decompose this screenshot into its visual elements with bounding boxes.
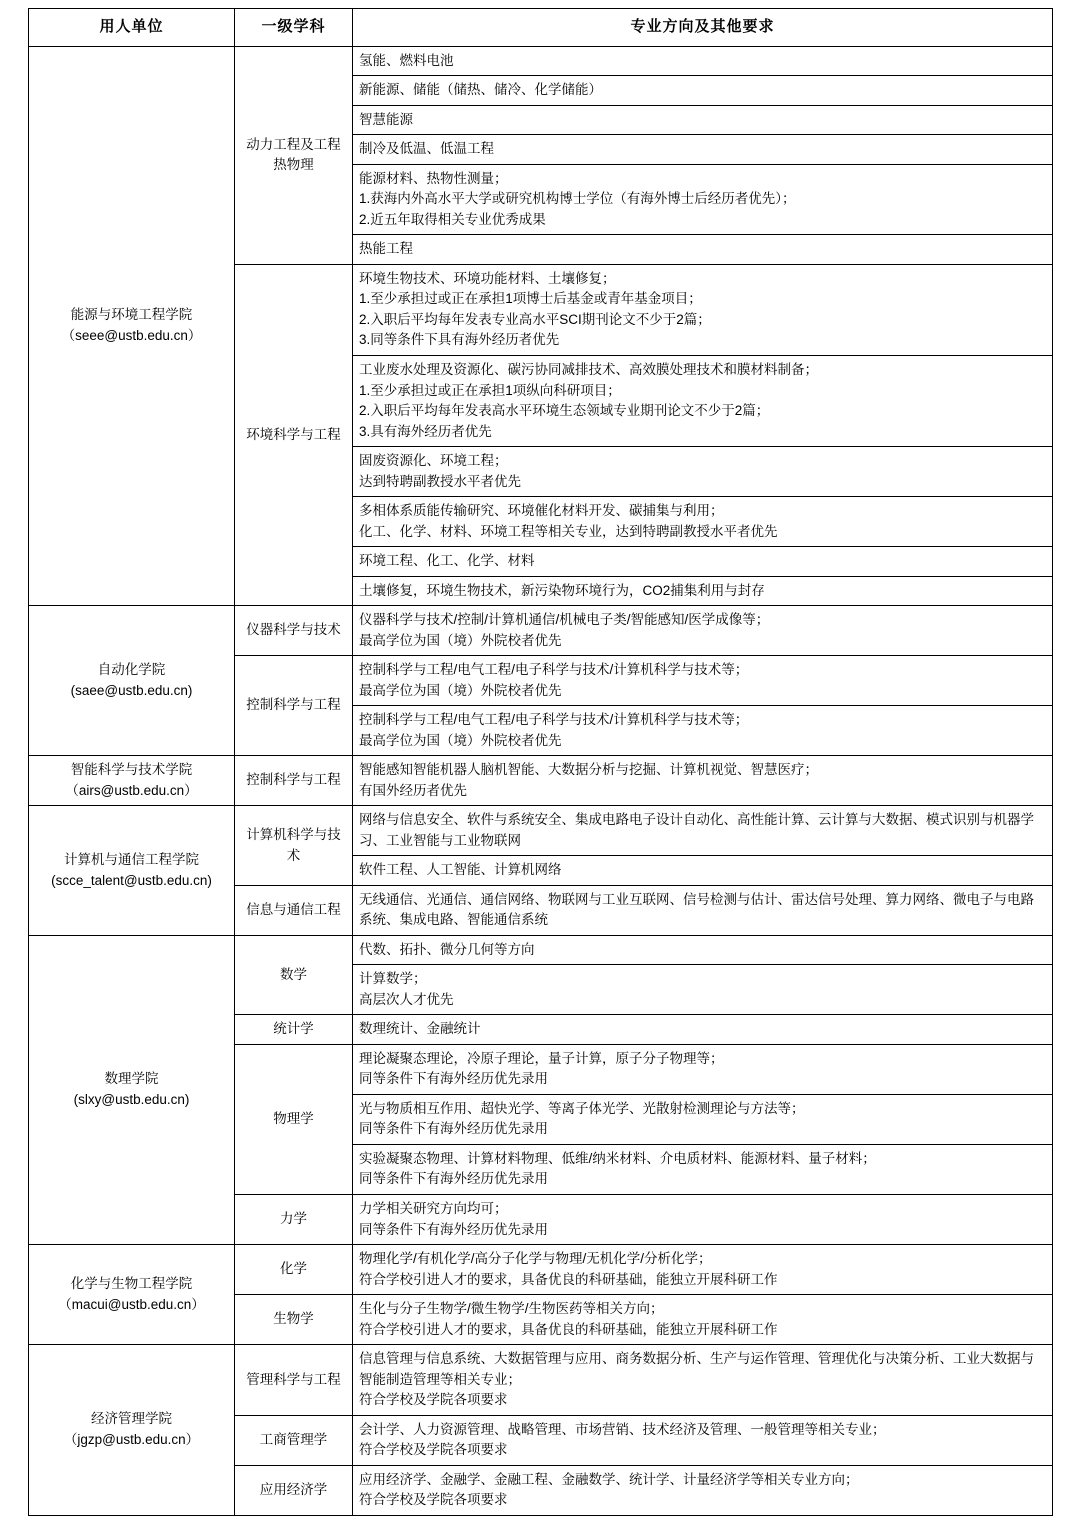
discipline-cell: 计算机科学与技术 [235, 806, 353, 886]
requirement-line: 应用经济学、金融学、金融工程、金融数学、统计学、计量经济学等相关专业方向； [359, 1471, 859, 1487]
requirement-line: 符合学校引进人才的要求，具备优良的科研基础，能独立开展科研工作 [359, 1271, 778, 1287]
requirements-cell [353, 1415, 1053, 1465]
discipline-cell: 物理学 [235, 1044, 353, 1194]
requirement-line: 工业废水处理及资源化、碳污协同减排技术、高效膜处理技术和膜材料制备； [359, 361, 818, 377]
requirement-lines [359, 1470, 1046, 1511]
requirement-line: 2.入职后平均每年发表高水平环境生态领域专业期刊论文不少于2篇； [359, 403, 770, 419]
discipline-cell: 环境科学与工程 [235, 264, 353, 605]
discipline-cell: 信息与通信工程 [235, 885, 353, 935]
requirements-cell [353, 1295, 1053, 1345]
requirements-cell [353, 547, 1053, 577]
unit-name: 经济管理学院 [91, 1411, 172, 1427]
requirement-line: 智慧能源 [359, 111, 413, 127]
unit-name: 自动化学院 [97, 662, 166, 678]
requirement-lines [359, 660, 1046, 701]
requirement-line: 符合学校引进人才的要求，具备优良的科研基础，能独立开展科研工作 [359, 1321, 778, 1337]
requirement-lines [359, 139, 1046, 160]
requirements-cell [353, 164, 1053, 235]
requirement-line: 生化与分子生物学/微生物学/生物医药等相关方向； [359, 1301, 664, 1317]
requirement-line: 软件工程、人工智能、计算机网络 [359, 862, 562, 878]
unit-email: （airs@ustb.edu.cn） [65, 782, 198, 798]
header-discipline: 一级学科 [235, 9, 353, 47]
requirements-cell [353, 1015, 1053, 1045]
unit-email: (scce_talent@ustb.edu.cn) [51, 872, 212, 888]
requirement-line: 同等条件下有海外经历优先录用 [359, 1121, 548, 1137]
requirement-lines [359, 1099, 1046, 1140]
requirement-line: 最高学位为国（境）外院校者优先 [359, 632, 562, 648]
discipline-cell: 力学 [235, 1195, 353, 1245]
requirement-line: 2.入职后平均每年发表专业高水平SCI期刊论文不少于2篇； [359, 311, 711, 327]
requirement-line: 1.至少承担过或正在承担1项纵向科研项目； [359, 382, 621, 398]
requirements-cell [353, 355, 1053, 446]
requirement-line: 环境工程、化工、化学、材料 [359, 553, 535, 569]
discipline-cell: 控制科学与工程 [235, 756, 353, 806]
requirement-line: 最高学位为国（境）外院校者优先 [359, 682, 562, 698]
requirement-line: 达到特聘副教授水平者优先 [359, 473, 521, 489]
requirements-cell [353, 264, 1053, 355]
requirement-line: 理论凝聚态理论，冷原子理论，量子计算，原子分子物理等； [359, 1050, 724, 1066]
requirement-line: 制冷及低温、低温工程 [359, 141, 494, 157]
recruitment-table [28, 8, 1053, 1516]
requirements-cell [353, 1345, 1053, 1416]
discipline-cell: 仪器科学与技术 [235, 606, 353, 656]
requirements-cell [353, 1465, 1053, 1515]
requirement-line: 代数、拓扑、微分几何等方向 [359, 941, 535, 957]
requirement-line: 1.至少承担过或正在承担1项博士后基金或青年基金项目； [359, 291, 702, 307]
requirement-lines [359, 1049, 1046, 1090]
requirement-line: 新能源、储能（储热、储冷、化学储能） [359, 82, 602, 98]
unit-cell [29, 935, 235, 1244]
requirements-cell [353, 105, 1053, 135]
unit-cell [29, 1345, 235, 1516]
requirements-cell [353, 965, 1053, 1015]
unit-name: 化学与生物工程学院 [70, 1276, 193, 1292]
requirement-line: 网络与信息安全、软件与系统安全、集成电路电子设计自动化、高性能计算、云计算与大数据、模式识别与机器学习、工业智能与工业物联网 [359, 812, 1034, 848]
requirement-line: 多相体系质能传输研究、环境催化材料开发、碳捕集与利用； [359, 503, 724, 519]
discipline-cell: 生物学 [235, 1295, 353, 1345]
requirement-line: 1.获海内外高水平大学或研究机构博士学位（有海外博士后经历者优先）； [359, 191, 796, 207]
requirement-line: 控制科学与工程/电气工程/电子科学与技术/计算机科学与技术等； [359, 662, 749, 678]
requirement-line: 3.同等条件下具有海外经历者优先 [359, 332, 560, 348]
unit-email: (saee@ustb.edu.cn) [70, 682, 193, 698]
requirement-lines [359, 860, 1046, 881]
requirements-cell [353, 76, 1053, 106]
requirement-line: 化工、化学、材料、环境工程等相关专业，达到特聘副教授水平者优先 [359, 523, 778, 539]
requirement-line: 氢能、燃料电池 [359, 52, 454, 68]
requirement-line: 高层次人才优先 [359, 991, 454, 1007]
requirement-lines [359, 501, 1046, 542]
table-row [29, 1245, 1053, 1295]
requirement-line: 数理统计、金融统计 [359, 1021, 481, 1037]
unit-cell [29, 46, 235, 605]
requirement-lines [359, 810, 1046, 851]
requirement-line: 同等条件下有海外经历优先录用 [359, 1171, 548, 1187]
requirement-lines [359, 269, 1046, 351]
requirement-lines [359, 1199, 1046, 1240]
table-header-row [29, 9, 1053, 47]
requirement-line: 符合学校及学院各项要求 [359, 1492, 508, 1508]
requirement-lines [359, 610, 1046, 651]
table-row [29, 606, 1053, 656]
unit-name: 智能科学与技术学院 [70, 762, 193, 778]
discipline-cell: 数学 [235, 935, 353, 1015]
requirement-line: 实验凝聚态物理、计算材料物理、低维/纳米材料、介电质材料、能源材料、量子材料； [359, 1150, 876, 1166]
requirements-cell [353, 235, 1053, 265]
requirement-lines [359, 969, 1046, 1010]
requirements-cell [353, 46, 1053, 76]
requirement-lines [359, 760, 1046, 801]
table-body [29, 46, 1053, 1515]
discipline-cell: 管理科学与工程 [235, 1345, 353, 1416]
table-row [29, 46, 1053, 76]
requirement-line: 环境生物技术、环境功能材料、土壤修复； [359, 270, 616, 286]
requirement-line: 热能工程 [359, 241, 413, 257]
requirement-line: 同等条件下有海外经历优先录用 [359, 1071, 548, 1087]
requirement-line: 力学相关研究方向均可； [359, 1201, 508, 1216]
requirement-lines [359, 110, 1046, 131]
discipline-cell: 应用经济学 [235, 1465, 353, 1515]
unit-cell [29, 756, 235, 806]
requirement-line: 信息管理与信息系统、大数据管理与应用、商务数据分析、生产与运作管理、管理优化与决策分析、工业大数据与智能制造管理等相关专业； [359, 1351, 1034, 1387]
unit-email: （seee@ustb.edu.cn） [61, 327, 202, 343]
unit-email: （macui@ustb.edu.cn） [58, 1296, 205, 1312]
unit-cell [29, 806, 235, 936]
requirements-cell [353, 656, 1053, 706]
requirement-lines [359, 51, 1046, 72]
requirement-line: 物理化学/有机化学/高分子化学与物理/无机化学/分析化学； [359, 1251, 712, 1267]
table-row [29, 806, 1053, 856]
requirement-line: 计算数学； [359, 971, 427, 987]
requirements-cell [353, 856, 1053, 886]
requirement-line: 光与物质相互作用、超快光学、等离子体光学、光散射检测理论与方法等； [359, 1100, 805, 1116]
requirement-lines [359, 169, 1046, 231]
requirement-lines [359, 239, 1046, 260]
requirements-cell [353, 1044, 1053, 1094]
requirements-cell [353, 576, 1053, 606]
header-requirements: 专业方向及其他要求 [353, 9, 1053, 47]
requirements-cell [353, 447, 1053, 497]
unit-cell [29, 1245, 235, 1345]
requirement-line: 无线通信、光通信、通信网络、物联网与工业互联网、信号检测与估计、雷达信号处理、算力网络、微电子与电路系统、集成电路、智能通信系统 [359, 891, 1034, 928]
table-row [29, 935, 1053, 965]
discipline-cell: 动力工程及工程 热物理 [235, 46, 353, 264]
requirement-lines [359, 710, 1046, 751]
requirement-line: 2.近五年取得相关专业优秀成果 [359, 211, 546, 227]
requirement-lines [359, 1349, 1046, 1411]
requirements-cell [353, 935, 1053, 965]
discipline-cell: 统计学 [235, 1015, 353, 1045]
requirement-lines [359, 890, 1046, 931]
requirements-cell [353, 135, 1053, 165]
requirement-lines [359, 360, 1046, 442]
unit-cell [29, 606, 235, 756]
table-row [29, 1345, 1053, 1416]
requirement-line: 能源材料、热物性测量； [359, 170, 508, 186]
unit-name: 能源与环境工程学院 [70, 307, 193, 323]
requirements-cell [353, 806, 1053, 856]
requirement-lines [359, 1249, 1046, 1290]
requirements-cell [353, 1144, 1053, 1194]
discipline-cell: 化学 [235, 1245, 353, 1295]
requirement-lines [359, 940, 1046, 961]
requirement-line: 有国外经历者优先 [359, 782, 467, 798]
requirements-cell [353, 1245, 1053, 1295]
requirement-lines [359, 451, 1046, 492]
requirement-line: 最高学位为国（境）外院校者优先 [359, 732, 562, 748]
requirement-line: 符合学校及学院各项要求 [359, 1442, 508, 1458]
requirement-line: 固废资源化、环境工程； [359, 453, 508, 469]
requirements-cell [353, 885, 1053, 935]
requirement-line: 仪器科学与技术/控制/计算机通信/机械电子类/智能感知/医学成像等； [359, 612, 770, 628]
requirement-lines [359, 581, 1046, 602]
requirements-cell [353, 1094, 1053, 1144]
requirements-cell [353, 756, 1053, 806]
unit-name: 数理学院 [104, 1071, 159, 1087]
requirement-line: 智能感知智能机器人脑机智能、大数据分析与挖掘、计算机视觉、智慧医疗； [359, 762, 818, 778]
requirement-line: 会计学、人力资源管理、战略管理、市场营销、技术经济及管理、一般管理等相关专业； [359, 1421, 886, 1437]
requirement-line: 3.具有海外经历者优先 [359, 423, 492, 439]
requirement-lines [359, 1299, 1046, 1340]
requirements-cell [353, 606, 1053, 656]
requirement-line: 同等条件下有海外经历优先录用 [359, 1221, 548, 1237]
discipline-cell: 工商管理学 [235, 1415, 353, 1465]
unit-email: (slxy@ustb.edu.cn) [73, 1091, 190, 1107]
requirement-line: 控制科学与工程/电气工程/电子科学与技术/计算机科学与技术等； [359, 712, 749, 728]
requirement-line: 土壤修复，环境生物技术，新污染物环境行为，CO2捕集利用与封存 [359, 582, 765, 598]
requirements-cell [353, 497, 1053, 547]
requirement-lines [359, 80, 1046, 101]
requirement-lines [359, 1019, 1046, 1040]
discipline-cell: 控制科学与工程 [235, 656, 353, 756]
requirement-line: 符合学校及学院各项要求 [359, 1392, 508, 1408]
requirement-lines [359, 551, 1046, 572]
table-row [29, 756, 1053, 806]
requirements-cell [353, 1195, 1053, 1245]
header-unit: 用人单位 [29, 9, 235, 47]
requirement-lines [359, 1149, 1046, 1190]
unit-name: 计算机与通信工程学院 [64, 852, 199, 868]
requirements-cell [353, 706, 1053, 756]
unit-email: （jgzp@ustb.edu.cn） [63, 1431, 200, 1447]
